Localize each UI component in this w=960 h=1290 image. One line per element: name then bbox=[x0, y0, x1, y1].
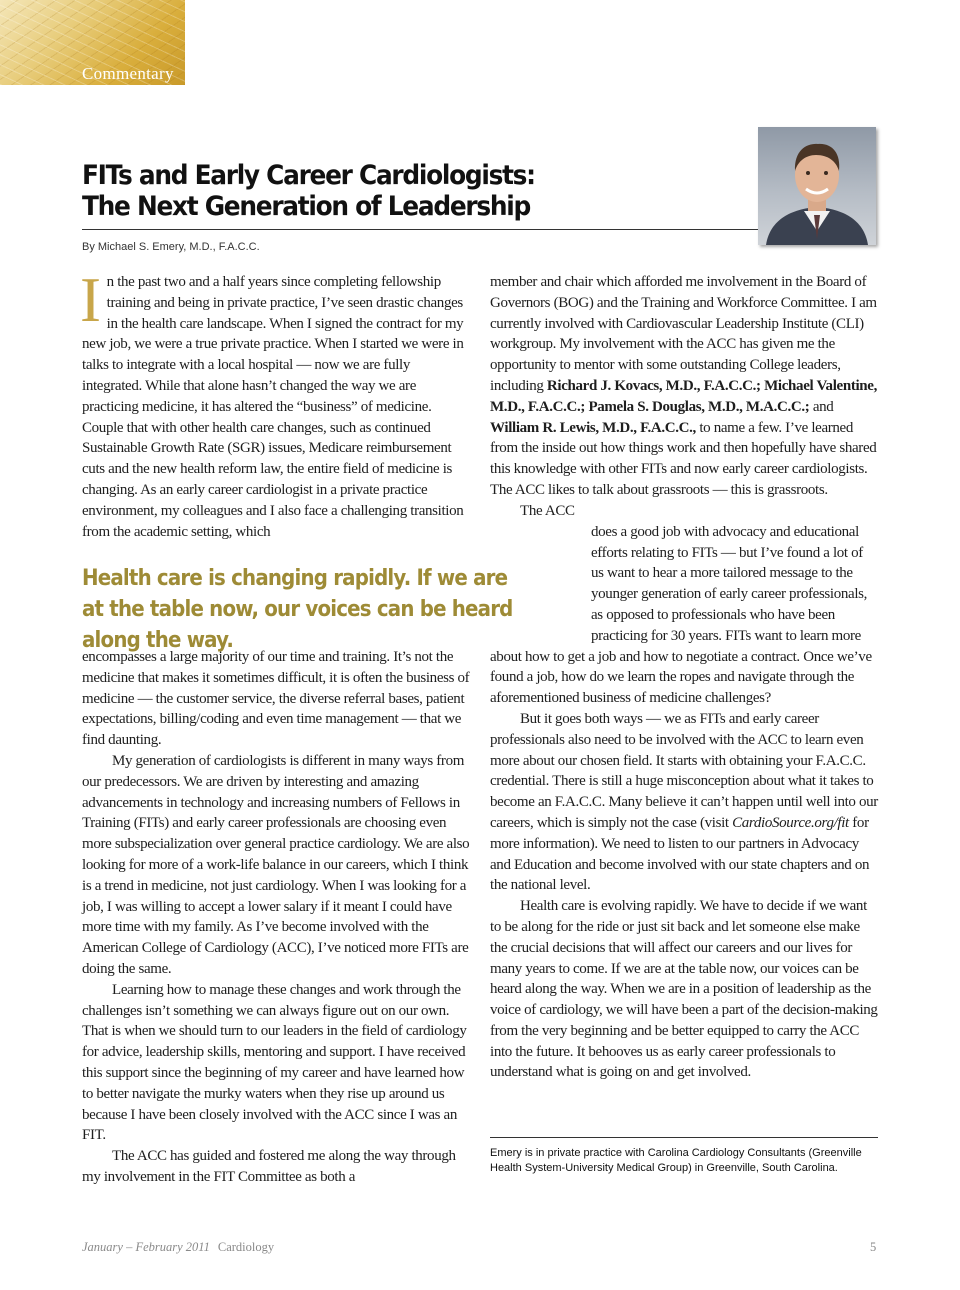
paragraph-5-text: The ACC does a good job with advocacy and educational efforts relating to FITs — but I’ve found a lot of us want to hear a more tailored message to the younger generation of early career professionals, as opposed to professionals who have been practicing for 30 years. FITs want to learn more about how to get a job and how to negotiate a contract. Once we’ve found a job, how do we learn the ropes and navigate through the aforementioned business of medicine challenges? bbox=[490, 502, 872, 707]
paragraph-4-text-b: to name a few. I’ve learned from the inside out how things work and then hopefully have shared this knowledge with other FITs and now early career cardiologists. The ACC likes to talk about grassroots — this is grassroots. bbox=[490, 419, 877, 498]
publication-name: Cardiology bbox=[217, 1240, 275, 1254]
paragraph-1-continued: encompasses a large majority of our time and training. It’s not the medicine that makes it sometimes difficult, it is often the business of medicine — the customer service, the diverse referral bases, patient expectations, billing/coding and even time management — that we find daunting. bbox=[82, 649, 470, 749]
paragraph-4-start: The ACC has guided and fostered me along the way through my involvement in the FIT Committee as both a bbox=[82, 1148, 456, 1185]
pull-quote-wrap-spacer bbox=[593, 501, 878, 522]
drop-cap: I bbox=[80, 265, 101, 335]
author-photo bbox=[758, 127, 876, 245]
paragraph-2: My generation of cardiologists is different in many ways from our predecessors. We are driven by interesting and amazing advancements in technology and increasing numbers of Fellows in Training (FITs) and early career professionals are choosing even more subspecialization over general practice cardiology. We are also looking for more of a work-life balance in our careers, which I think is a trend in medicine, not just cardiology. When I was looking for a job, I was willing to accept a lower salary if it meant I could have more time with my family. As I’ve become involved with the American College of Cardiology (ACC), I’ve noticed more FITs are doing the same. bbox=[82, 752, 470, 977]
paragraph-4-continued bbox=[490, 272, 878, 501]
title-divider bbox=[82, 229, 758, 230]
paragraph-6-text-b: for more information). We need to listen to our partners in Advocacy and Education and become involved with our state chapters and on the national level. bbox=[490, 814, 870, 894]
byline: By Michael S. Emery, M.D., F.A.C.C. bbox=[82, 241, 260, 253]
title-line-1: FITs and Early Career Cardiologists: bbox=[82, 160, 535, 191]
and-word: and bbox=[812, 398, 834, 415]
author-portrait-image bbox=[758, 127, 876, 245]
page-number: 5 bbox=[870, 1240, 877, 1254]
article-title bbox=[82, 160, 689, 222]
paragraph-1 bbox=[80, 265, 470, 542]
section-label: Commentary bbox=[82, 64, 174, 83]
title-line-2: The Next Generation of Leadership bbox=[82, 191, 530, 222]
paragraph-5 bbox=[490, 501, 878, 709]
pull-quote: Health care is changing rapidly. If we are at the table now, our voices can be heard along the way. bbox=[82, 566, 513, 653]
paragraph-6 bbox=[490, 709, 878, 896]
paragraph-7: Health care is evolving rapidly. We have to decide if we want to be along for the ride or just sit back and let someone else make the crucial decisions that will affect our careers and our lives for many years to come. If we are at the table now, our voices can be heard along the way. When we are in a position of leadership as the voice of cardiology, we will have been a part of the decision-making from the very beginning and be better equipped to carry the ACC into the future. It behooves us as early career professionals to understand what is going on and get involved. bbox=[490, 898, 878, 1081]
paragraph-6-text-a: But it goes both ways — we as FITs and early career professionals also need to be involved with the ACC to learn even more about our chosen field. It starts with obtaining your F.A.C.C. credential. There is still a huge misconception about what it takes to become an F.A.C.C. Many believe it can’t happen until well into our careers, which is simply not the case (visit bbox=[490, 710, 878, 831]
bio-divider bbox=[490, 1137, 878, 1138]
right-column bbox=[490, 272, 878, 1083]
pull-quote-wrap-spacer-2 bbox=[490, 522, 591, 626]
issue-date: January – February 2011 bbox=[82, 1240, 210, 1254]
left-column-top bbox=[80, 265, 470, 542]
cardiosource-link[interactable]: CardioSource.org/fit bbox=[732, 814, 849, 831]
paragraph-1-text: n the past two and a half years since completing fellowship training and being in private practice, I’ve seen drastic changes in the health care landscape. When I signed the contract for my new job, we were a true private practice. When I started we were in talks to integrate with a local hospital — now we are fully integrated. While that alone hasn’t changed the way we are practicing medicine, it has altered the “business” of medicine. Couple that with other health care changes, such as continued Sustainable Growth Rate (SGR) issues, Medicare reimbursement cuts and the new health reform law, the entire field of medicine is changing. As an early career cardiologist in a private practice environment, my colleagues and I also face a challenging transition from the academic setting, which bbox=[82, 274, 464, 540]
leader-name-4: William R. Lewis, M.D., F.A.C.C., bbox=[490, 419, 696, 436]
leader-name-3: Pamela S. Douglas, M.D., M.A.C.C.; bbox=[588, 398, 810, 415]
leader-name-2: Michael Valentine, M.D., F.A.C.C.; bbox=[490, 377, 877, 415]
paragraph-3: Learning how to manage these changes and work through the challenges isn’t something we can always figure out on our own. That is when we should turn to our leaders in the field of cardiology for advice, leadership skills, mentoring and support. I have received this support since the beginning of my career and have learned how to better navigate the murky waters when they rise up around us because I have been closely involved with the ACC since I was an FIT. bbox=[82, 981, 467, 1144]
left-column-bottom bbox=[82, 647, 470, 1188]
leader-name-1: Richard J. Kovacs, M.D., F.A.C.C.; bbox=[546, 377, 761, 394]
paragraph-4-text-a: member and chair which afforded me involvement in the Board of Governors (BOG) and the Training and Workforce Committee. I am currently involved with Cardiovascular Leadership Institute (CLI) workgroup. My involvement with the ACC has given me the opportunity to mentor with some outstanding College leaders, including bbox=[490, 274, 877, 394]
page-footer bbox=[82, 1240, 274, 1255]
author-bio: Emery is in private practice with Carolina Cardiology Consultants (Greenville Health System-University Medical Group) in Greenville, South Carolina. bbox=[490, 1147, 862, 1174]
